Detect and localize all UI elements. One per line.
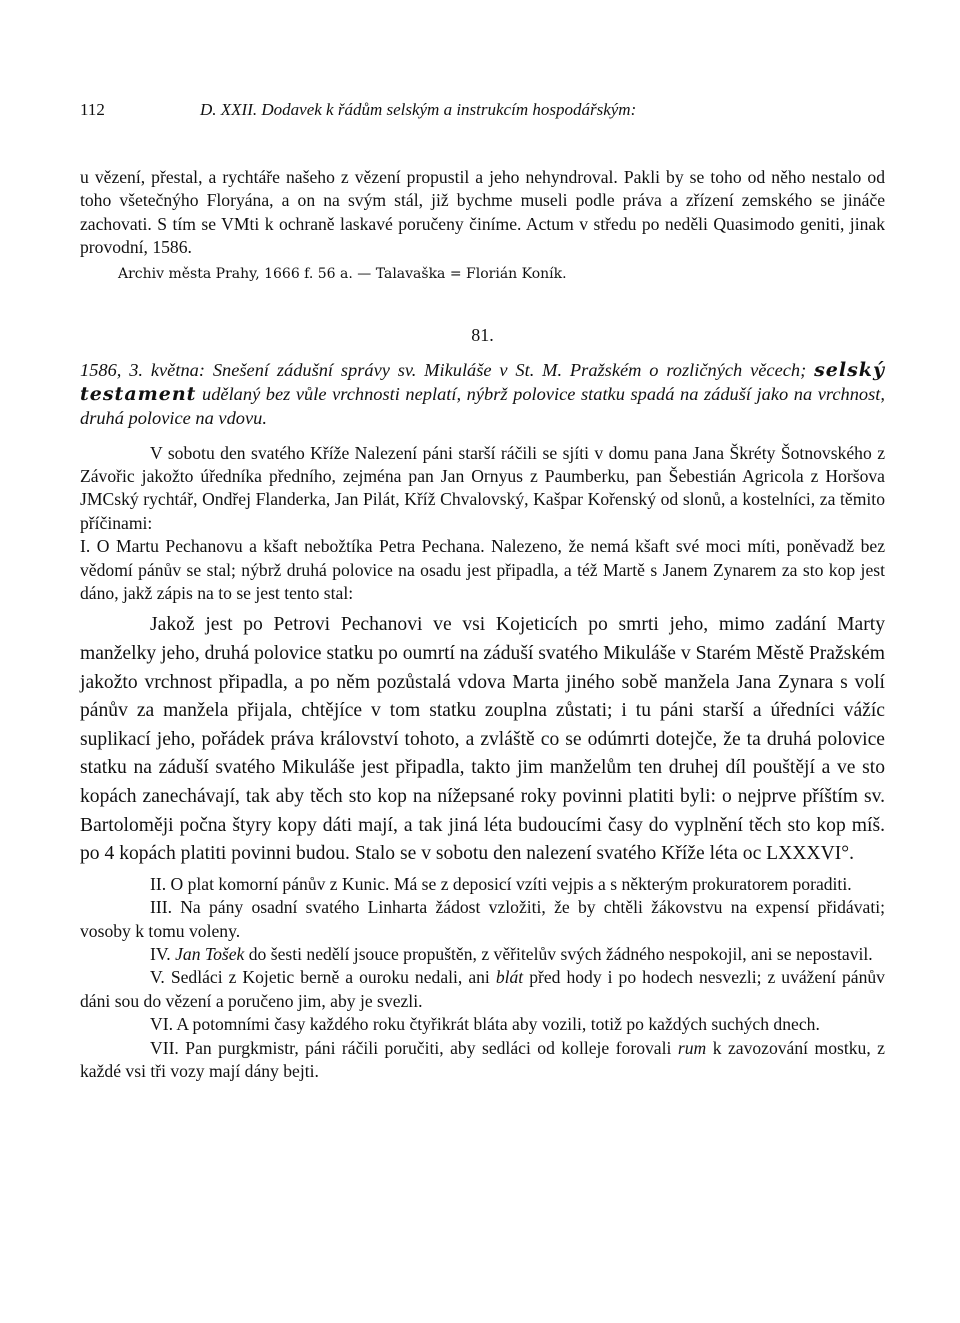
- section-2: II. O plat komorní pánův z Kunic. Má se z deposicí vzíti vejpis a s některým prokuratorem poraditi.: [150, 873, 852, 894]
- page-number: 112: [80, 100, 105, 119]
- section-3: III. Na pány osadní svatého Linharta žádost vzložiti, že by chtěli žákovstvu na expensí přidávati; vosoby k tomu voleny.: [80, 897, 885, 941]
- section-7: [80, 1037, 885, 1084]
- quoted-record: Jakož jest po Petrovi Pechanovi ve vsi Kojeticích po smrti jeho, mimo zadání Marty manželky jeho, druhá polovice statku po oumrtí na záduší svatého Mikuláše v Starém Městě Pražském jakožto vrchnost připadla, a po něm pozůstalá vdova Marta jiného sobě manžela Jana Zynara s volí pánův za manžela přijala, chtějíce v tom statku zouplna zůstati; i tu páni starší a úředníci vážíc suplikací jeho, pořádek práva království tohoto, a zvláště co se odúmrti dotejče, že ta druhá polovice statku na záduší svatého Mikuláše jest připadla, takto jim manželům ten druhej díl pouštějí a ve sto kopách zanechávají, tak aby těch sto kop na nížepsané roky povinni platiti byli: o nejprve příštím sv. Bartoloměji počna štyry kopy dáti mají, a tak jiná léta budoucími časy do vyplnění těch sto kop míš. po 4 kopách platiti povinni budou. Stalo se v sobotu den nalezení svatého Kříže léta oc LXXXVI°.: [80, 614, 885, 865]
- section-1: I. O Martu Pechanovu a kšaft nebožtíka Petra Pechana. Nalezeno, že nemá kšaft své moci míti, poněvadž bez vědomí pánův se stal; nýbrž druhá polovice na osadu jest připadla, a též Martě s Janem Zynarem za sto kop jest dáno, jakž zápis na to se jest tento stal:: [80, 536, 885, 604]
- section-4-person: Jan Tošek: [175, 944, 245, 965]
- document-page: [80, 100, 885, 1083]
- section-5-text-start: V. Sedláci z Kojetic berně a ouroku nedali, ani: [150, 967, 490, 988]
- section-7-text-start: VII. Pan purgkmistr, páni ráčili poručiti, aby sedláci od kolleje forovali: [150, 1037, 672, 1058]
- document-heading: [80, 358, 885, 430]
- section-5-italic-word: blát: [495, 967, 524, 988]
- page-header: [80, 100, 885, 120]
- section-4-text: do šesti nedělí jsouce propuštěn, z věřitelův svých žádného nespokojil, ani se nepostavil.: [248, 944, 873, 965]
- heading-highlight: selský testament: [80, 358, 885, 405]
- section-7-text-end: k zavozování mostku, z každé vsi tři vozy mají dány bejti.: [80, 1037, 885, 1082]
- section-7-italic-word: rum: [677, 1037, 707, 1058]
- section-6: VI. A potomními časy každého roku čtyřikrát bláta aby vozili, totiž po každých suchých dnech.: [150, 1014, 820, 1035]
- previous-document-ending: u vězení, přestal, a rychtáře našeho z vězení propustil a jeho nehyndroval. Pakli by se toho od něho nestalo od toho všetečnýho Floryána, a on na svým stál, již bychme museli podle práva a zřízení zemského se jináče zachovati. S tím se VMti k ochraně laskavé poručeny činíme. Actum v středu po neděli Quasimodo geniti, jinak provodní, 1586.: [80, 167, 885, 258]
- section-4: [80, 943, 885, 966]
- heading-text-start: 1586, 3. května: Snešení zádušní správy sv. Mikuláše v St. M. Pražském o rozličných věcech;: [80, 359, 807, 380]
- archive-citation: Archiv města Prahy, 1666 f. 56 a. — Talavaška = Florián Koník.: [118, 265, 567, 282]
- section-5-text-end: před hody i po hodech nesvezli; z uvážení pánův dáni sou do vězení a poručeno jim, aby je svezli.: [80, 967, 885, 1011]
- section-4-number: IV.: [150, 944, 171, 965]
- running-title: D. XXII. Dodavek k řádům selským a instrukcím hospodářským:: [200, 100, 637, 119]
- intro-paragraph: V sobotu den svatého Kříže Nalezení páni starší ráčili se sjíti v domu pana Jana Škréty Šotnovského z Závořic jakožto úředníka předního, zejména pan Jan Ornyus z Paumberku, pan Šebestián Agricola z Horšova JMCský rychtář, Ondřej Flanderka, Jan Pilát, Kříž Chvalovský, Kašpar Kořenský od slonů, a kostelníci, za těmito příčinami:: [80, 442, 885, 533]
- heading-text-end: udělaný bez vůle vrchnosti neplatí, nýbrž polovice statku spadá na záduší jako na vrchnost, druhá polovice na vdovu.: [80, 383, 885, 428]
- section-5: [80, 966, 885, 1013]
- document-number: 81.: [471, 324, 494, 345]
